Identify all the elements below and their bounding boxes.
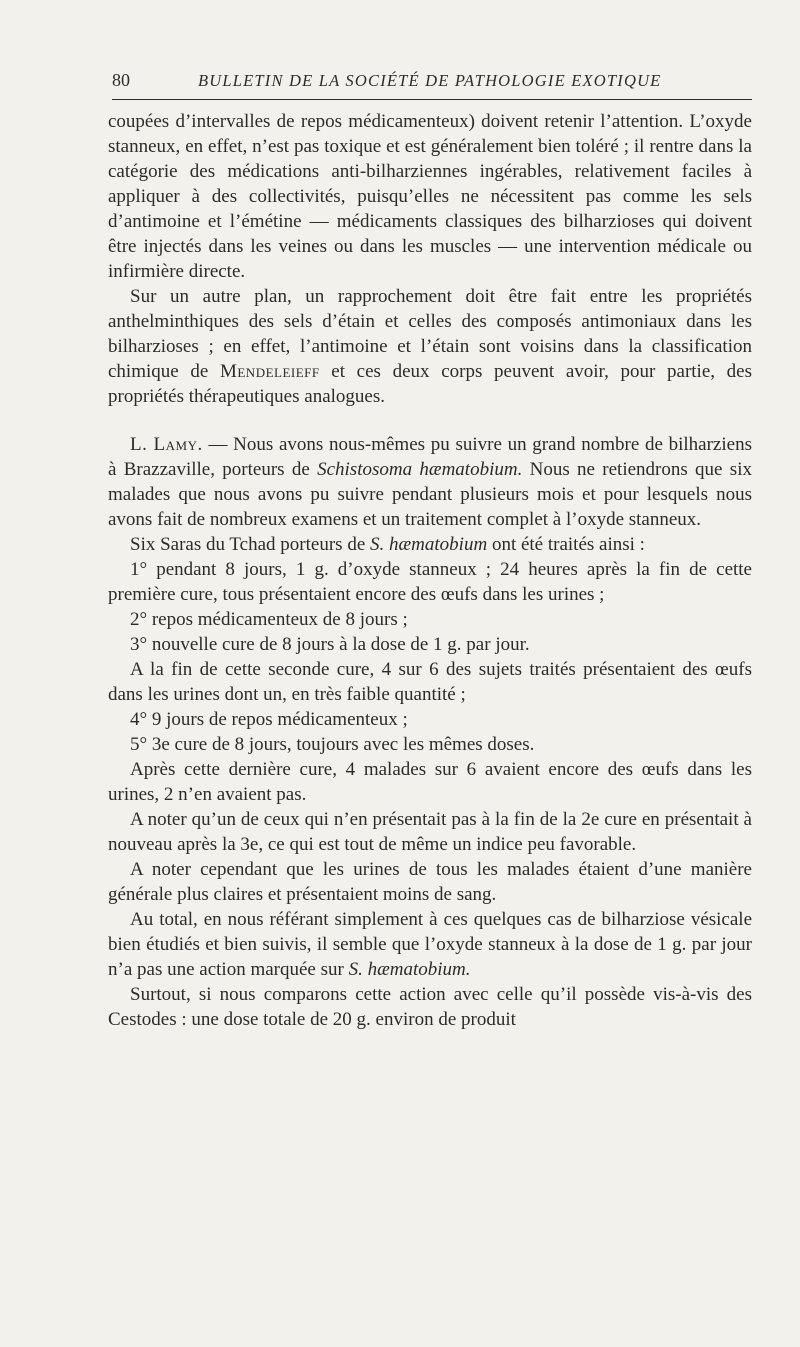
body-text (108, 109, 752, 1032)
paragraph-14 (108, 907, 752, 982)
paragraph-2-text-b: et ces deux corps peuvent avoir, pour partie, des propriétés thérapeutiques analogues. (108, 361, 752, 407)
paragraph-2 (108, 284, 752, 409)
paragraph-4-text-b: ont été traités ainsi : (487, 534, 645, 555)
list-item-1: 1° pendant 8 jours, 1 g. d’oxyde stanneux ; 24 heures après la fin de cette première cure, tous présentaient encore des œufs dans les urines ; (108, 559, 752, 605)
species-name: S. hæmatobium (370, 534, 488, 555)
paragraph-4-text-a: Six Saras du Tchad porteurs de (130, 534, 370, 555)
paragraph-15: Surtout, si nous comparons cette action avec celle qu’il possède vis-à-vis des Cestodes : une dose totale de 20 g. environ de produit (108, 984, 752, 1030)
species-name: S. hæmatobium. (348, 959, 471, 980)
page-number: 80 (112, 70, 130, 90)
paragraph-12: A noter qu’un de ceux qui n’en présentait pas à la fin de la 2e cure en présentait à nouveau après la 3e, ce qui est tout de même un indice peu favorable. (108, 809, 752, 855)
paragraph-3 (108, 432, 752, 532)
paragraph-1: coupées d’intervalles de repos médicamenteux) doivent retenir l’attention. L’oxyde stanneux, en effet, n’est pas toxique et est généralement bien toléré ; il rentre dans la catégorie des médications anti-bilharziennes ingérables, relativement faciles à appliquer à des collectivités, puisqu’elles ne nécessitent pas comme les sels d’antimoine et l’émétine — médicaments classiques des bilharzioses qui doivent être injectés dans les veines ou dans les muscles — une intervention médicale ou infirmière directe. (108, 111, 752, 282)
list-item-4: 4° 9 jours de repos médicamenteux ; (130, 709, 408, 730)
paragraph-4 (108, 532, 752, 557)
species-name: Schistosoma hæmatobium. (317, 459, 523, 480)
paragraph-2-text-a: Sur un autre plan, un rapprochement doit être fait entre les propriétés anthelminthiques des sels d’étain et celles des composés antimoniaux dans les bilharzioses ; en effet, l’antimoine et l’étain sont voisins dans la classification chimique de (108, 286, 752, 382)
paragraph-3-text-b: Nous ne retiendrons que six malades que nous avons pu suivre pendant plusieurs mois et pour lesquels nous avons fait de nombreux examens et un traitement complet à l’oxyde stanneux. (108, 459, 752, 530)
list-item-5: 5° 3e cure de 8 jours, toujours avec les mêmes doses. (130, 734, 535, 755)
paragraph-3-text-a: — Nous avons nous-mêmes pu suivre un grand nombre de bilharziens à Brazzaville, porteurs de (108, 434, 752, 480)
author-name-lamy: L. Lamy. (130, 434, 203, 455)
paragraph-11: Après cette dernière cure, 4 malades sur 6 avaient encore des œufs dans les urines, 2 n’en avaient pas. (108, 759, 752, 805)
paragraph-8: A la fin de cette seconde cure, 4 sur 6 des sujets traités présentaient des œufs dans les urines dont un, en très faible quantité ; (108, 659, 752, 705)
page-header (112, 70, 752, 96)
list-item-2: 2° repos médicamenteux de 8 jours ; (130, 609, 408, 630)
list-item-3: 3° nouvelle cure de 8 jours à la dose de 1 g. par jour. (130, 634, 530, 655)
paragraph-13: A noter cependant que les urines de tous les malades étaient d’une manière générale plus claires et présentaient moins de sang. (108, 859, 752, 905)
header-rule (112, 99, 752, 100)
running-title: BULLETIN DE LA SOCIÉTÉ DE PATHOLOGIE EXOTIQUE (198, 71, 662, 90)
author-name-mendeleieff: Mendeleieff (219, 361, 320, 382)
paragraph-14-text-a: Au total, en nous référant simplement à ces quelques cas de bilharziose vésicale bien étudiés et bien suivis, il semble que l’oxyde stanneux à la dose de 1 g. par jour n’a pas une action marquée sur (108, 909, 752, 980)
